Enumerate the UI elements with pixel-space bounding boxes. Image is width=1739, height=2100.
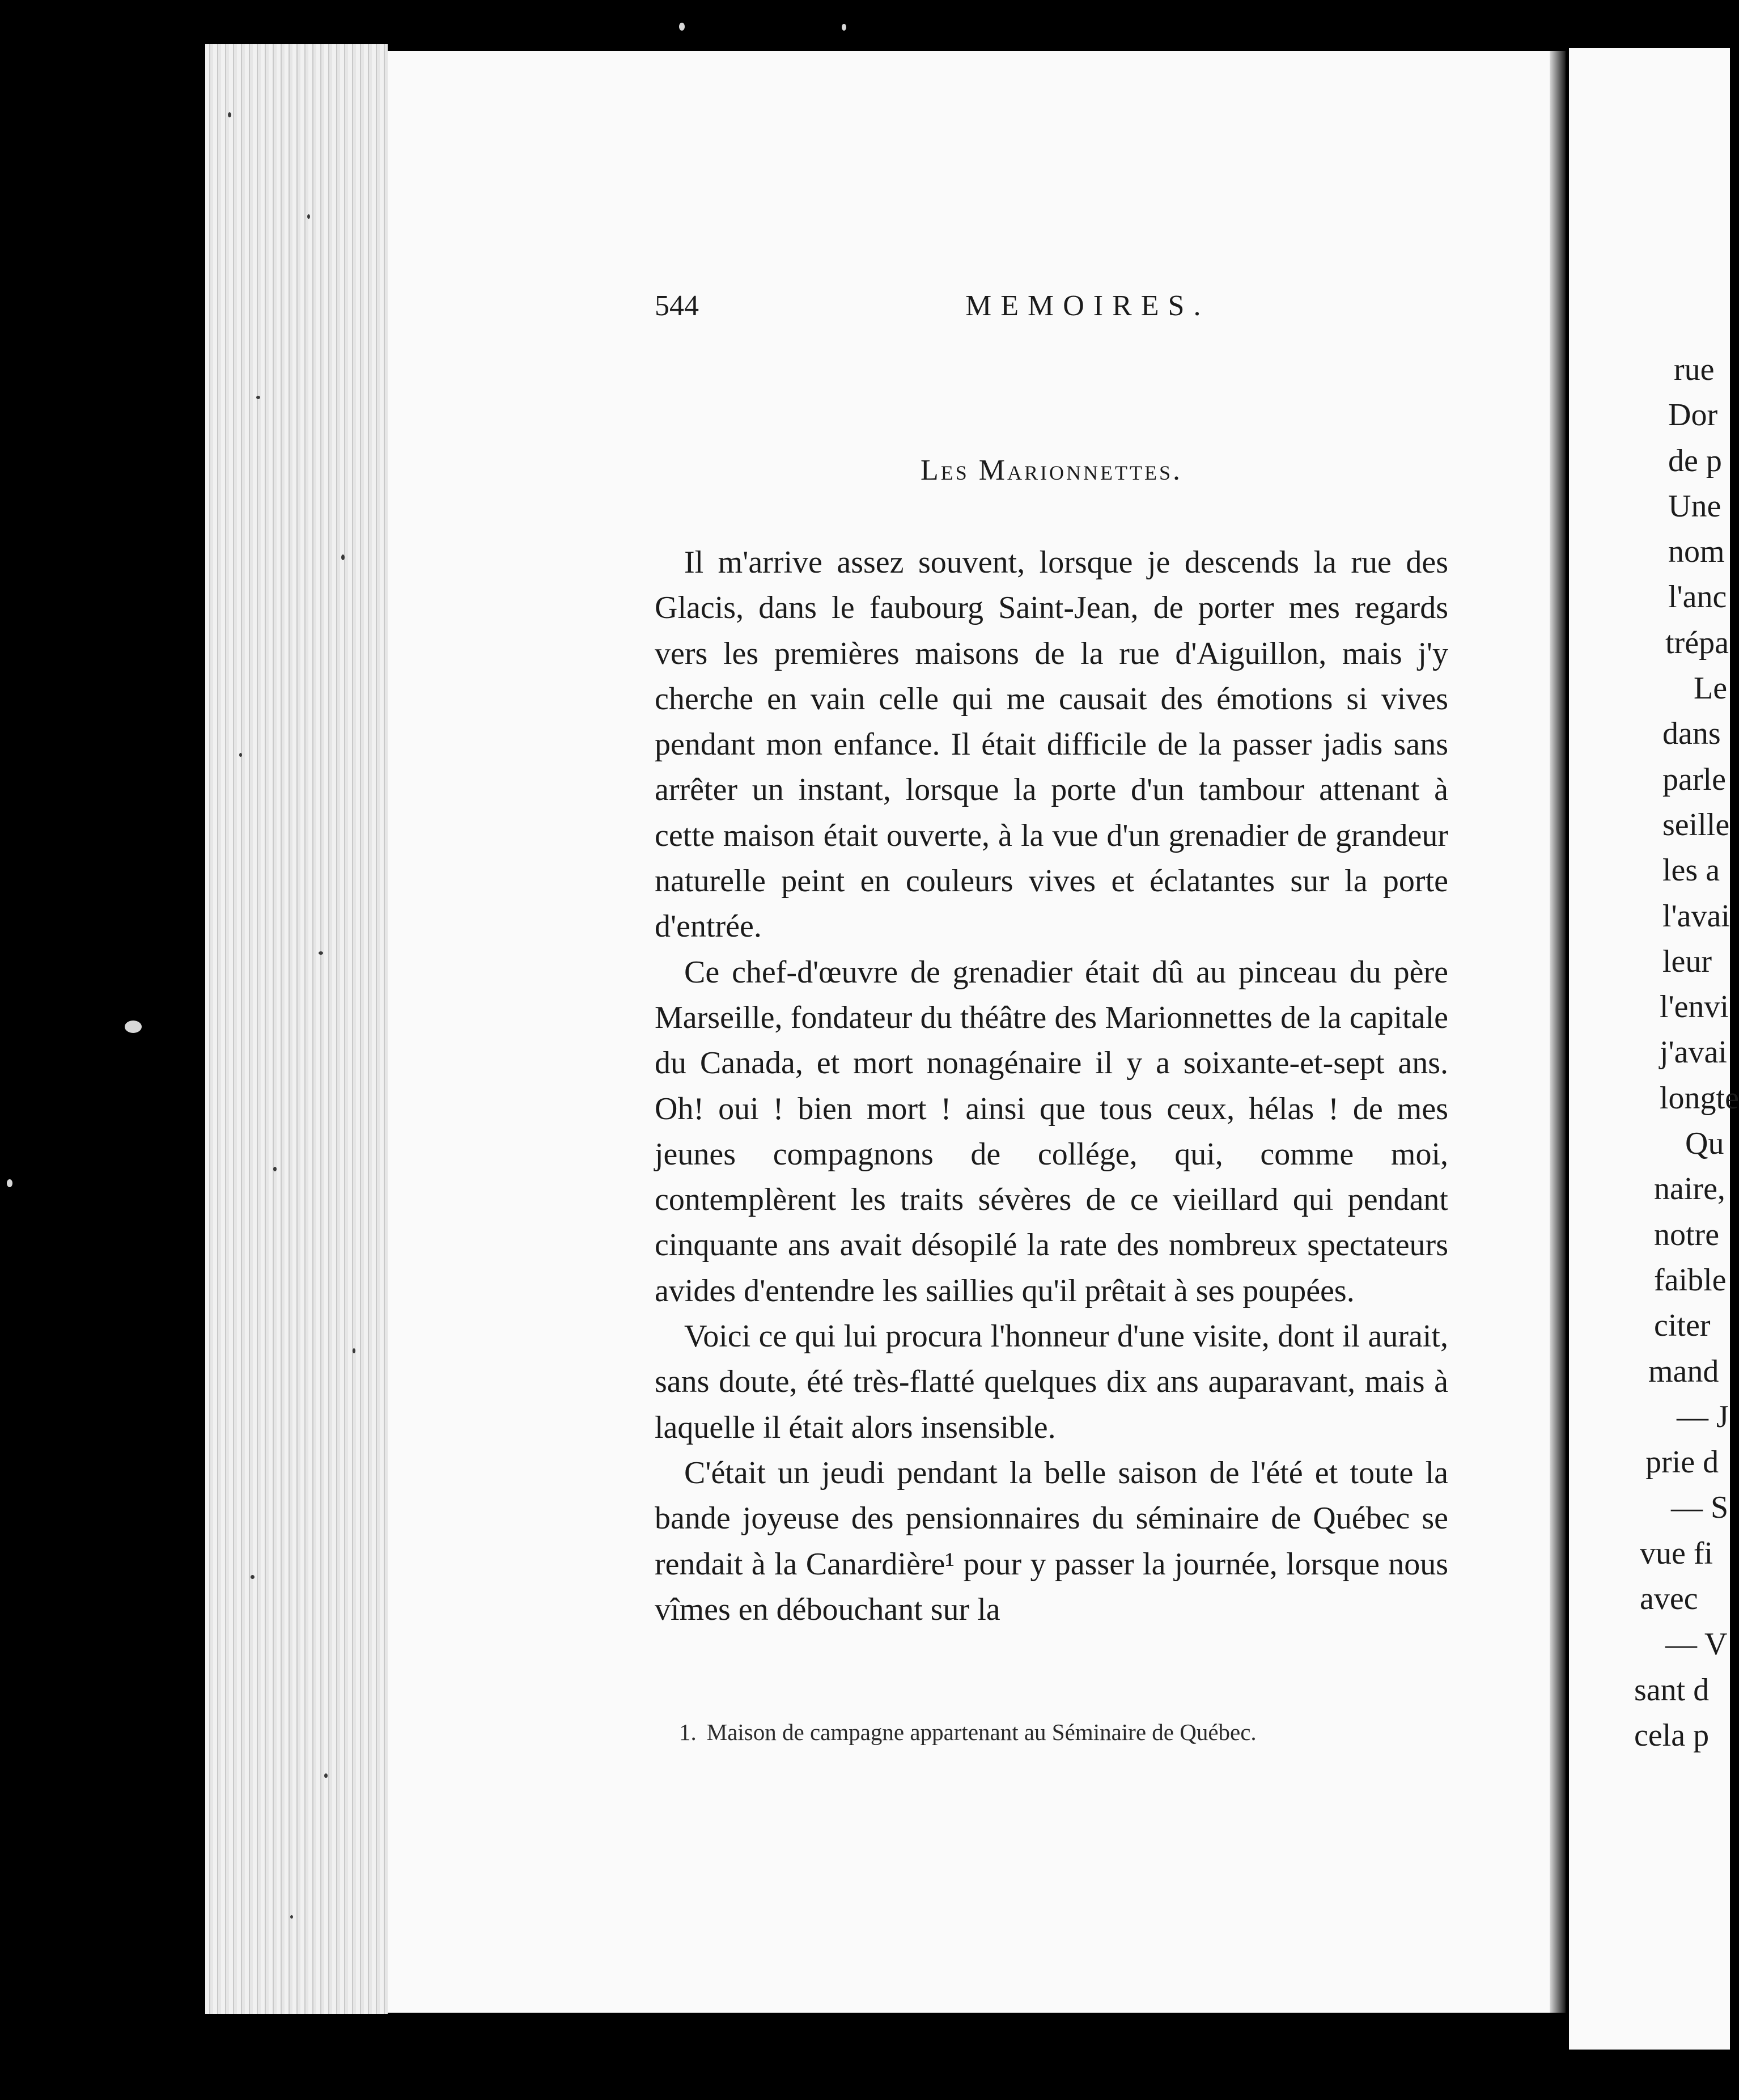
footnote-marker: 1.	[679, 1719, 697, 1745]
facing-line: cela p	[1634, 1717, 1710, 1753]
facing-line: prie d	[1645, 1445, 1719, 1480]
foxing-speck	[290, 1915, 293, 1919]
facing-line: l'envi	[1660, 989, 1729, 1025]
foxing-speck	[341, 554, 345, 560]
facing-line: avec	[1640, 1581, 1698, 1617]
facing-line: — J	[1677, 1399, 1729, 1434]
facing-line: parle	[1662, 761, 1726, 797]
book-gutter	[1550, 51, 1566, 2013]
facing-line: naire,	[1654, 1171, 1725, 1207]
facing-line: citer	[1654, 1308, 1711, 1344]
scan-dust-mark	[125, 1021, 142, 1033]
foxing-speck	[239, 753, 242, 757]
facing-line: l'anc	[1668, 579, 1727, 615]
facing-line: Dor	[1668, 397, 1718, 433]
facing-line: dans	[1662, 716, 1721, 752]
facing-line: nom	[1668, 534, 1725, 570]
scan-dust-mark	[7, 1179, 12, 1187]
scan-dust-mark	[679, 23, 685, 31]
facing-line: vue fi	[1640, 1535, 1713, 1571]
running-title: MEMOIRES.	[965, 290, 1210, 322]
paragraph: C'était un jeudi pendant la belle saison de l'été et toute la bande joyeuse des pensionnaires du séminaire de Québec se rendait à la Canardière¹ pour y passer la journée, lorsque nous vîmes en débouchant sur la	[655, 1455, 1448, 1627]
facing-line: trépa	[1665, 625, 1729, 661]
facing-page	[1569, 48, 1739, 2050]
facing-line: l'avai	[1662, 898, 1730, 934]
running-head	[655, 283, 1210, 329]
facing-line: sant d	[1634, 1672, 1710, 1708]
facing-line: — V	[1665, 1627, 1728, 1662]
facing-line: rue	[1674, 352, 1715, 387]
facing-line: faible	[1654, 1262, 1727, 1298]
facing-line: de p	[1668, 443, 1722, 479]
footnote-text: Maison de campagne appartenant au Séminaire de Québec.	[706, 1719, 1257, 1745]
paragraph: Il m'arrive assez souvent, lorsque je descends la rue des Glacis, dans le faubourg Saint-Jean, de porter mes regards vers les premières maisons de la rue d'Aiguillon, mais j'y cherche en vain celle qui me causait des émotions si vives pendant mon enfance. Il était difficile de la passer jadis sans arrêter un instant, lorsque la porte d'un tambour attenant à cette maison était ouverte, à la vue d'un grenadier de grandeur naturelle peint en couleurs vives et éclatantes sur la porte d'entrée.	[655, 545, 1448, 945]
facing-line: seille	[1662, 807, 1730, 842]
foxing-speck	[307, 214, 310, 219]
foxing-speck	[251, 1575, 255, 1579]
facing-line: les a	[1662, 853, 1720, 888]
footnote	[679, 1715, 1450, 1749]
facing-line: — S	[1671, 1490, 1729, 1526]
facing-line: leur	[1662, 943, 1712, 979]
facing-line: j'avai	[1660, 1035, 1727, 1070]
foxing-speck	[353, 1348, 355, 1353]
foxing-speck	[256, 396, 260, 399]
paragraph: Ce chef-d'œuvre de grenadier était dû au pinceau du père Marseille, fondateur du théâtre des Marionnettes de la capitale du Canada, et mort nonagénaire il y a soixante-et-sept ans. Oh! oui ! bien mort ! ainsi que tous ceux, hélas ! de mes jeunes compagnons de collége, qui, comme moi, contemplèrent les traits sévères de ce vieillard qui pendant cinquante ans avait désopilé la rate des nombreux spectateurs avides d'entendre les saillies qu'il prêtait à ses poupées.	[655, 954, 1448, 1309]
page-number: 544	[655, 290, 699, 322]
facing-line: Une	[1668, 488, 1721, 524]
facing-line: mand	[1648, 1353, 1719, 1389]
facing-page-text	[1569, 347, 1739, 1758]
foxing-speck	[228, 112, 231, 117]
foxing-speck	[324, 1773, 328, 1778]
facing-line: notre	[1654, 1217, 1720, 1252]
facing-line: Le	[1694, 671, 1728, 706]
book-fore-edge	[205, 44, 388, 2014]
foxing-speck	[319, 951, 323, 955]
body-text	[655, 540, 1448, 1632]
section-title: Les Marionnettes.	[921, 454, 1182, 486]
foxing-speck	[273, 1167, 277, 1171]
scan-dust-mark	[842, 24, 846, 31]
facing-line: Qu	[1685, 1126, 1724, 1162]
facing-line: longte	[1660, 1080, 1739, 1116]
paragraph: Voici ce qui lui procura l'honneur d'une visite, dont il aurait, sans doute, été très-flatté quelques dix ans auparavant, mais à laquelle il était alors insensible.	[655, 1319, 1448, 1445]
